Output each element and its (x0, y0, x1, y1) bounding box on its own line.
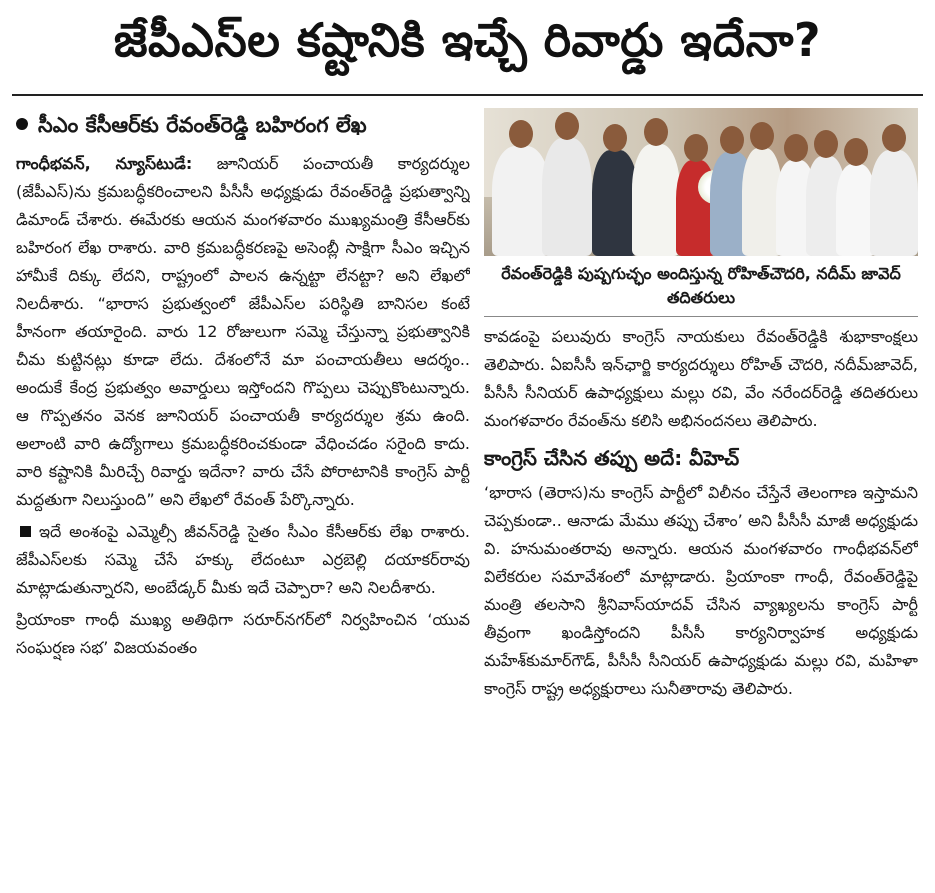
left-column (16, 108, 470, 888)
body-paragraph-2 (16, 518, 470, 602)
body-paragraph-1 (16, 150, 470, 514)
body-paragraph-3 (16, 606, 470, 662)
bullet-icon (16, 118, 28, 130)
photo-person (870, 150, 918, 256)
right-column (484, 108, 918, 888)
right-paragraph-1: కావడంపై పలువురు కాంగ్రెస్‌ నాయకులు రేవంత్‌రెడ్డికి శుభాకాంక్షలు తెలిపారు. ఏఐసీసీ ఇన్‌ఛార్జి కార్యదర్శులు రోహిత్‌ చౌదరి, నదీమ్‌జావెద్‌, పీసీసీ సీనియర్‌ ఉపాధ్యక్షులు మల్లు రవి, వేం నరేందర్‌రెడ్డి తదితరులు మంగళవారం రేవంత్‌ను కలిసి అభినందనలు తెలిపారు. (484, 327, 918, 430)
paragraph-2-text: ఇదే అంశంపై ఎమ్మెల్సీ జీవన్‌రెడ్డి సైతం సీఎం కేసీఆర్‌కు లేఖ రాశారు. జేపీఎస్‌లకు సమ్మె చేసే హక్కు లేదంటూ ఎర్రబెల్లి దయాకర్‌రావు మాట్లాడుతున్నారని, అంబేడ్కర్‌ మీకు ఇదే చెప్పారా? అని నిలదీశారు. (16, 522, 470, 597)
dateline: గాంధీభవన్‌, న్యూస్‌టుడే: (16, 154, 193, 173)
news-photo (484, 108, 918, 256)
subhead (16, 110, 470, 140)
headline: జేపీఎస్‌ల కష్టానికి ఇచ్చే రివార్డు ఇదేనా? (113, 13, 822, 67)
photo-person (632, 144, 680, 256)
subhead-text: సీఎం కేసీఆర్‌కు రేవంత్‌రెడ్డి బహిరంగ లేఖ (38, 113, 367, 137)
paragraph-3-text: ప్రియాంకా గాంధీ ముఖ్య అతిథిగా సరూర్‌నగర్‌లో నిర్వహించిన ‘యువ సంఘర్షణ సభ’ విజయవంతం (16, 610, 470, 657)
photo-person (542, 138, 592, 256)
photo-caption: రేవంత్‌రెడ్డికి పుష్పగుచ్ఛం అందిస్తున్న రోహిత్‌చౌదరి, నదీమ్‌ జావెద్‌ తదితరులు (484, 262, 918, 317)
square-bullet-icon (20, 526, 31, 537)
section-heading: కాంగ్రెస్‌ చేసిన తప్పు అదే: వీహెచ్‌ (484, 446, 740, 470)
paragraph-1-text: జూనియర్‌ పంచాయతీ కార్యదర్శుల (జేపీఎస్‌)ను క్రమబద్ధీకరించాలని పీసీసీ అధ్యక్షుడు రేవంత్‌రెడ్డి ప్రభుత్వాన్ని డిమాండ్‌ చేశారు. ఈమేరకు ఆయన మంగళవారం ముఖ్యమంత్రి కేసీఆర్‌కు బహిరంగ లేఖ రాశారు. వారి క్రమబద్ధీకరణపై అసెంబ్లీ సాక్షిగా సీఎం ఇచ్చిన హామీకే దిక్కు లేదని, రాష్ట్రంలో పాలన ఉన్నట్టా లేనట్టా? అని లేఖలో నిలదీశారు. “భారాస ప్రభుత్వంలో జేపీఎస్‌ల పరిస్థితి బానిసల కంటే హీనంగా తయారైంది. వారు 12 రోజులుగా సమ్మె చేస్తున్నా ప్రభుత్వానికి చీమ కుట్టినట్లు కూడా లేదు. దేశంలోనే మా పంచాయతీలు ఆదర్శం.. అందుకే కేంద్ర ప్రభుత్వం అవార్డులు ఇస్తోందని గొప్పలు చెప్పుకొంటున్నారు. ఆ గొప్పతనం వెనక జూనియర్‌ పంచాయతీ కార్యదర్శుల శ్రమ ఉంది. అలాంటి వారి ఉద్యోగాలు క్రమబద్ధీకరించకుండా వేధించడం సరైంది కాదు. వారి కష్టానికి మీరిచ్చే రివార్డు ఇదేనా? వారు చేసే పోరాటానికి కాంగ్రెస్‌ పార్టీ మద్దతుగా నిలుస్తుంది” అని లేఖలో రేవంత్‌ పేర్కొన్నారు. (16, 154, 470, 509)
headline-rule (12, 94, 923, 96)
right-paragraph-2: ‘భారాస (తెరాస)ను కాంగ్రెస్‌ పార్టీలో విలీనం చేస్తేనే తెలంగాణ ఇస్తామని చెప్పకుండా.. ఆనాడు మేము తప్పు చేశాం’ అని పీసీసీ మాజీ అధ్యక్షుడు వి. హనుమంతరావు అన్నారు. ఆయన మంగళవారం గాంధీభవన్‌లో విలేకరుల సమావేశంలో మాట్లాడారు. ప్రియాంకా గాంధీ, రేవంత్‌రెడ్డిపై మంత్రి తలసాని శ్రీనివాస్‌యాదవ్‌ చేసిన వ్యాఖ్యలను కాంగ్రెస్‌ పార్టీ తీవ్రంగా ఖండిస్తోందని పీసీసీ కార్యనిర్వాహక అధ్యక్షుడు మహేశ్‌కుమార్‌గౌడ్‌, పీసీసీ సీనియర్‌ ఉపాధ్యక్షుడు మల్లు రవి, మహిళా కాంగ్రెస్‌ రాష్ట్ర అధ్యక్షురాలు సునీతారావు తెలిపారు. (484, 483, 918, 698)
